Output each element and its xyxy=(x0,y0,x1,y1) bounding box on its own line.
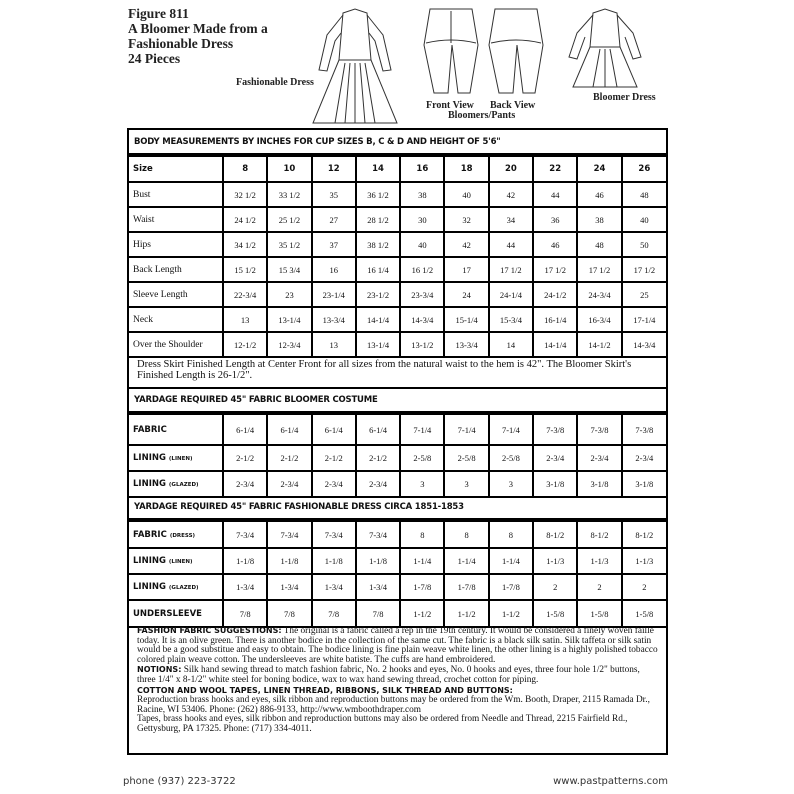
row-label-sub: (DRESS) xyxy=(169,532,196,539)
measurement-cell: 32 1/2 xyxy=(223,182,267,207)
row-label-text: LINING xyxy=(133,556,166,566)
measurement-cell: 13-3/4 xyxy=(312,307,356,332)
size-header: 16 xyxy=(400,156,444,182)
yardage-cell: 1-3/4 xyxy=(223,574,267,600)
measurement-cell: 24-3/4 xyxy=(577,282,621,307)
notes-section xyxy=(129,622,666,739)
bloomer-yardage-table xyxy=(129,413,666,498)
yardage-cell: 2-3/4 xyxy=(356,471,400,497)
measurement-cell: 36 xyxy=(533,207,577,232)
measurement-cell: 13-3/4 xyxy=(444,332,488,357)
yardage-cell: 1-5/8 xyxy=(622,600,666,627)
measurement-cell: 33 1/2 xyxy=(267,182,311,207)
finished-length-note: Dress Skirt Finished Length at Center Front for all sizes from the natural waist to the hem is 42". The Bloomer Skirt's Finished Length is 26-1/2". xyxy=(129,357,666,389)
measurement-cell: 38 1/2 xyxy=(356,232,400,257)
measurement-row xyxy=(129,257,666,282)
caption-fashionable-dress: Fashionable Dress xyxy=(236,77,314,88)
size-header: 12 xyxy=(312,156,356,182)
yardage-cell: 2-3/4 xyxy=(533,445,577,471)
yardage-cell: 6-1/4 xyxy=(223,414,267,445)
yardage-cell: 1-1/8 xyxy=(267,548,311,574)
measurement-cell: 35 1/2 xyxy=(267,232,311,257)
measurement-cell: 16-3/4 xyxy=(577,307,621,332)
row-label xyxy=(129,414,223,445)
yardage-cell: 8 xyxy=(400,521,444,548)
yardage-cell: 1-1/2 xyxy=(444,600,488,627)
row-label-sub: (GLAZED) xyxy=(168,585,199,591)
caption-front-view: Front View xyxy=(426,100,474,111)
yardage-cell: 3 xyxy=(400,471,444,497)
yardage-cell: 8 xyxy=(489,521,533,548)
yardage-cell: 8-1/2 xyxy=(533,521,577,548)
measurement-cell: 34 1/2 xyxy=(223,232,267,257)
yardage-cell: 7-3/8 xyxy=(622,414,666,445)
measurement-cell: 13-1/4 xyxy=(356,332,400,357)
measurement-cell: 13-1/2 xyxy=(400,332,444,357)
title-line: A Bloomer Made from a xyxy=(128,21,268,36)
yardage-cell: 7-1/4 xyxy=(489,414,533,445)
measurement-cell: 13 xyxy=(312,332,356,357)
measurement-cell: 48 xyxy=(577,232,621,257)
yardage-cell: 2-5/8 xyxy=(489,445,533,471)
measurement-cell: 48 xyxy=(622,182,666,207)
measurement-cell: 25 xyxy=(622,282,666,307)
yardage-cell: 2-1/2 xyxy=(223,445,267,471)
body-measurements-heading: BODY MEASUREMENTS BY INCHES FOR CUP SIZES B, C & D AND HEIGHT OF 5'6" xyxy=(129,130,666,155)
figure-number: Figure 811 xyxy=(128,6,189,21)
yardage-row xyxy=(129,471,666,497)
measurement-cell: 34 xyxy=(489,207,533,232)
yardage-cell: 1-1/8 xyxy=(312,548,356,574)
measurement-cell: 23-1/4 xyxy=(312,282,356,307)
bloomer-dress-illustration xyxy=(555,5,655,90)
supplies-text-needle-thread: Tapes, brass hooks and eyes, silk ribbon and reproduction buttons may also be ordered from Needle and Thread, 2215 Fairfield Rd., Gettysburg, PA 17325. Phone: (717) 334-4011. xyxy=(137,714,628,734)
fabric-text: The original is a fabric called a rep in the 19th century. It would be considered a finely woven faille today. It is an olive green. There is another bodice in the collection of the same cut. The fabric is a black silk satin. Silk taffeta or silk satin would be a good substitue and easy to obtain. The bodice lining is fine plain weave white linen, the other lining is a highly polished tobacco colored plain weave cotton. The undersleeves are white batiste. The cuffs are hand embroidered. xyxy=(137,626,658,665)
yardage-cell: 1-1/2 xyxy=(400,600,444,627)
measurement-cell: 12-3/4 xyxy=(267,332,311,357)
measurement-cell: 35 xyxy=(312,182,356,207)
measurement-cell: 32 xyxy=(444,207,488,232)
measurement-cell: 30 xyxy=(400,207,444,232)
yardage-cell: 1-1/3 xyxy=(622,548,666,574)
yardage-cell: 2 xyxy=(577,574,621,600)
size-header: 22 xyxy=(533,156,577,182)
yardage-row xyxy=(129,548,666,574)
yardage-cell: 1-1/4 xyxy=(400,548,444,574)
yardage-row xyxy=(129,574,666,600)
yardage-cell: 1-5/8 xyxy=(577,600,621,627)
yardage-cell: 7-1/4 xyxy=(444,414,488,445)
yardage-cell: 1-7/8 xyxy=(400,574,444,600)
measurement-cell: 28 1/2 xyxy=(356,207,400,232)
measurement-cell: 14-1/4 xyxy=(533,332,577,357)
row-label xyxy=(129,574,223,600)
bloomers-front-illustration xyxy=(420,5,482,100)
size-header: 20 xyxy=(489,156,533,182)
row-label-text: LINING xyxy=(133,582,166,592)
fabric-heading: FASHION FABRIC SUGGESTIONS: xyxy=(137,626,282,635)
measurement-cell: 15-3/4 xyxy=(489,307,533,332)
row-label xyxy=(129,521,223,548)
caption-bloomers: Bloomers/Pants xyxy=(448,110,516,121)
piece-count: 24 Pieces xyxy=(128,51,181,66)
yardage-cell: 2-5/8 xyxy=(444,445,488,471)
measurement-cell: 17-1/4 xyxy=(622,307,666,332)
row-label-text: UNDERSLEEVE xyxy=(133,608,202,619)
measurement-cell: 12-1/2 xyxy=(223,332,267,357)
measurement-cell: 14-3/4 xyxy=(622,332,666,357)
bloomer-yardage-heading: YARDAGE REQUIRED 45" FABRIC BLOOMER COSTUME xyxy=(129,389,666,413)
measurement-cell: 14-1/2 xyxy=(577,332,621,357)
yardage-cell: 1-1/2 xyxy=(489,600,533,627)
row-label: Sleeve Length xyxy=(129,282,223,307)
row-label-sub: (GLAZED) xyxy=(168,482,199,488)
measurement-cell: 42 xyxy=(444,232,488,257)
yardage-cell: 6-1/4 xyxy=(312,414,356,445)
measurement-cell: 14 xyxy=(489,332,533,357)
measurement-cell: 40 xyxy=(622,207,666,232)
yardage-cell: 2-3/4 xyxy=(312,471,356,497)
measurement-cell: 16-1/4 xyxy=(533,307,577,332)
measurement-cell: 42 xyxy=(489,182,533,207)
measurement-cell: 37 xyxy=(312,232,356,257)
measurement-cell: 15-1/4 xyxy=(444,307,488,332)
measurement-cell: 14-3/4 xyxy=(400,307,444,332)
yardage-cell: 8-1/2 xyxy=(622,521,666,548)
measurement-cell: 40 xyxy=(400,232,444,257)
measurement-cell: 46 xyxy=(577,182,621,207)
measurement-cell: 23-3/4 xyxy=(400,282,444,307)
measurement-cell: 23-1/2 xyxy=(356,282,400,307)
row-label xyxy=(129,471,223,497)
measurement-cell: 24 xyxy=(444,282,488,307)
yardage-cell: 2 xyxy=(533,574,577,600)
caption-back-view: Back View xyxy=(490,100,536,111)
supplies-heading: COTTON AND WOOL TAPES, LINEN THREAD, RIBBONS, SILK THREAD AND BUTTONS: xyxy=(137,685,513,695)
caption-bloomer-dress: Bloomer Dress xyxy=(593,92,656,103)
measurement-cell: 36 1/2 xyxy=(356,182,400,207)
size-header: 10 xyxy=(267,156,311,182)
row-label-sub: (LINEN) xyxy=(168,559,193,565)
row-label xyxy=(129,548,223,574)
yardage-cell: 3-1/8 xyxy=(622,471,666,497)
row-label: Back Length xyxy=(129,257,223,282)
measurement-cell: 15 1/2 xyxy=(223,257,267,282)
body-measurements-table xyxy=(129,155,666,358)
row-label: Waist xyxy=(129,207,223,232)
yardage-cell: 3 xyxy=(444,471,488,497)
yardage-cell: 7/8 xyxy=(356,600,400,627)
row-label xyxy=(129,445,223,471)
measurement-cell: 44 xyxy=(533,182,577,207)
measurement-cell: 17 1/2 xyxy=(577,257,621,282)
measurement-cell: 24-1/4 xyxy=(489,282,533,307)
yardage-cell: 7-3/4 xyxy=(312,521,356,548)
yardage-cell: 7/8 xyxy=(267,600,311,627)
size-header: 24 xyxy=(577,156,621,182)
yardage-cell: 1-1/3 xyxy=(577,548,621,574)
row-label-text: FABRIC xyxy=(133,529,167,540)
row-label-text: LINING xyxy=(133,453,166,463)
yardage-cell: 7-1/4 xyxy=(400,414,444,445)
yardage-cell: 1-3/4 xyxy=(267,574,311,600)
measurement-cell: 13-1/4 xyxy=(267,307,311,332)
title-line: Fashionable Dress xyxy=(128,36,234,51)
yardage-cell: 2-3/4 xyxy=(622,445,666,471)
measurement-row xyxy=(129,207,666,232)
measurement-cell: 44 xyxy=(489,232,533,257)
row-label: Bust xyxy=(129,182,223,207)
dress-yardage-heading: YARDAGE REQUIRED 45" FABRIC FASHIONABLE DRESS CIRCA 1851-1853 xyxy=(129,496,666,520)
yardage-cell: 2-1/2 xyxy=(312,445,356,471)
yardage-cell: 1-7/8 xyxy=(489,574,533,600)
supplies-text-booth: Reproduction brass hooks and eyes, silk ribbon and reproduction buttons may be ordered from the Wm. Booth, Draper, 2115 Ramada Dr., Racine, WI 53406. Phone: (262) 886-9133, http://www.wmboothdraper.com xyxy=(137,695,650,715)
size-header: 8 xyxy=(223,156,267,182)
yardage-cell: 3-1/8 xyxy=(533,471,577,497)
yardage-cell: 2 xyxy=(622,574,666,600)
measurement-cell: 15 3/4 xyxy=(267,257,311,282)
measurement-cell: 46 xyxy=(533,232,577,257)
yardage-cell: 2-1/2 xyxy=(356,445,400,471)
yardage-cell: 2-1/2 xyxy=(267,445,311,471)
pattern-info-box xyxy=(127,128,668,755)
yardage-cell: 1-3/4 xyxy=(356,574,400,600)
yardage-cell: 7-3/4 xyxy=(223,521,267,548)
yardage-cell: 6-1/4 xyxy=(356,414,400,445)
yardage-cell: 2-5/8 xyxy=(400,445,444,471)
row-label: Neck xyxy=(129,307,223,332)
row-label-text: FABRIC xyxy=(133,424,167,435)
size-header: 14 xyxy=(356,156,400,182)
yardage-cell: 2-3/4 xyxy=(223,471,267,497)
yardage-cell: 8-1/2 xyxy=(577,521,621,548)
pattern-title xyxy=(128,6,268,66)
yardage-cell: 7/8 xyxy=(312,600,356,627)
measurement-cell: 17 1/2 xyxy=(533,257,577,282)
measurement-cell: 14-1/4 xyxy=(356,307,400,332)
yardage-cell: 3 xyxy=(489,471,533,497)
measurement-cell: 23 xyxy=(267,282,311,307)
yardage-cell: 1-1/8 xyxy=(356,548,400,574)
measurement-cell: 17 1/2 xyxy=(489,257,533,282)
measurement-cell: 22-3/4 xyxy=(223,282,267,307)
size-header-row xyxy=(129,156,666,182)
notions-text: Silk hand sewing thread to match fashion fabric, No. 2 hooks and eyes, No. 0 hooks and eyes, three four hole 1/2" buttons, three 1/4" x 8-1/2" white steel for boning bodice, wax to wax hand sewing thread, crochet cotton for piping. xyxy=(137,665,640,685)
row-label: Over the Shoulder xyxy=(129,332,223,357)
yardage-row xyxy=(129,445,666,471)
yardage-cell: 7-3/8 xyxy=(533,414,577,445)
yardage-cell: 1-1/4 xyxy=(489,548,533,574)
dress-yardage-table xyxy=(129,520,666,628)
yardage-row xyxy=(129,414,666,445)
size-header: 26 xyxy=(622,156,666,182)
measurement-cell: 16 1/2 xyxy=(400,257,444,282)
yardage-cell: 7-3/4 xyxy=(267,521,311,548)
size-header: 18 xyxy=(444,156,488,182)
measurement-cell: 40 xyxy=(444,182,488,207)
yardage-cell: 1-1/4 xyxy=(444,548,488,574)
measurement-row xyxy=(129,232,666,257)
notions xyxy=(137,665,658,685)
footer-phone: phone (937) 223-3722 xyxy=(123,776,236,787)
row-label: Hips xyxy=(129,232,223,257)
notions-heading: NOTIONS: xyxy=(137,665,182,675)
yardage-cell: 2-3/4 xyxy=(267,471,311,497)
measurement-cell: 17 1/2 xyxy=(622,257,666,282)
measurement-cell: 50 xyxy=(622,232,666,257)
measurement-cell: 27 xyxy=(312,207,356,232)
fashionable-dress-illustration xyxy=(305,5,405,125)
yardage-cell: 3-1/8 xyxy=(577,471,621,497)
yardage-cell: 1-1/8 xyxy=(223,548,267,574)
yardage-cell: 1-7/8 xyxy=(444,574,488,600)
yardage-row xyxy=(129,521,666,548)
yardage-cell: 8 xyxy=(444,521,488,548)
row-label-sub: (LINEN) xyxy=(168,456,193,462)
measurement-cell: 13 xyxy=(223,307,267,332)
measurement-cell: 16 1/4 xyxy=(356,257,400,282)
yardage-cell: 7-3/4 xyxy=(356,521,400,548)
measurement-row xyxy=(129,307,666,332)
yardage-cell: 1-3/4 xyxy=(312,574,356,600)
yardage-cell: 7-3/8 xyxy=(577,414,621,445)
measurement-row xyxy=(129,282,666,307)
yardage-cell: 6-1/4 xyxy=(267,414,311,445)
measurement-row xyxy=(129,182,666,207)
measurement-cell: 17 xyxy=(444,257,488,282)
size-label: Size xyxy=(129,156,223,182)
measurement-cell: 25 1/2 xyxy=(267,207,311,232)
fabric-suggestions xyxy=(137,626,658,665)
yardage-cell: 1-1/3 xyxy=(533,548,577,574)
yardage-cell: 1-5/8 xyxy=(533,600,577,627)
measurement-row xyxy=(129,332,666,357)
bloomers-back-illustration xyxy=(485,5,547,100)
measurement-cell: 16 xyxy=(312,257,356,282)
measurement-cell: 24-1/2 xyxy=(533,282,577,307)
measurement-cell: 38 xyxy=(577,207,621,232)
measurement-cell: 24 1/2 xyxy=(223,207,267,232)
yardage-cell: 2-3/4 xyxy=(577,445,621,471)
measurement-cell: 38 xyxy=(400,182,444,207)
yardage-cell: 7/8 xyxy=(223,600,267,627)
row-label-text: LINING xyxy=(133,479,166,489)
footer-website[interactable]: www.pastpatterns.com xyxy=(553,776,668,787)
